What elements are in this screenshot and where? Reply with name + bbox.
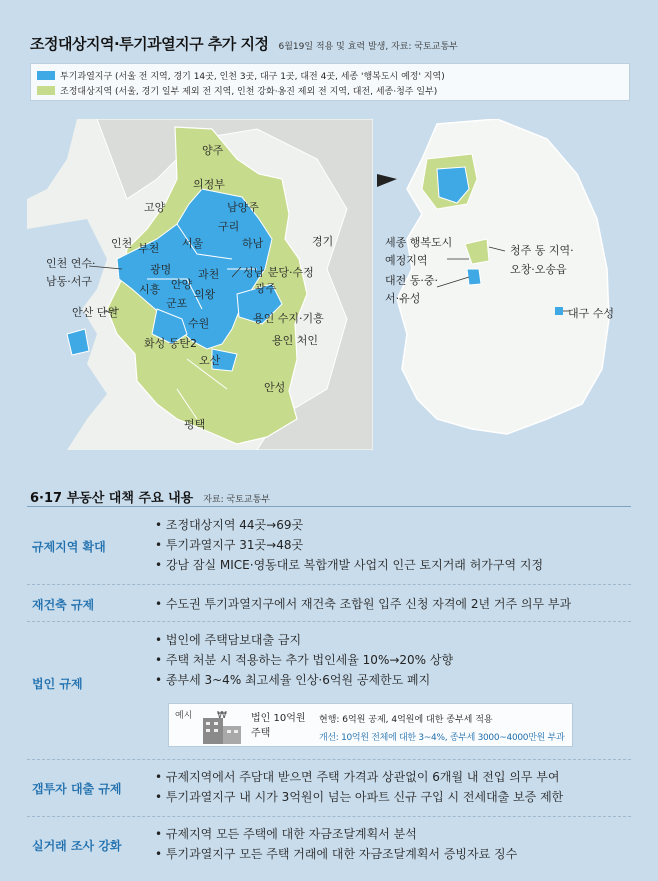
map-label-incheon-yeonsu: 인천 연수· [46,257,96,270]
svg-text:₩: ₩ [217,710,227,721]
legend-item [37,83,623,98]
bullet-item: • 투기과열지구 31곳→48곳 [155,535,543,555]
map-label-sejong-1: 세종 행복도시 [385,236,453,249]
map-label-yongin-cheoin: 용인 처인 [272,334,319,347]
bullet-item: • 투기과열지구 내 시가 3억원이 넘는 아파트 신규 구입 시 전세대출 보증 제한 [155,787,563,807]
policy-row-reconstruction [27,594,631,616]
map-label-bucheon: 부천 [138,242,160,255]
map-label-namdong-seo: 남동·서구 [46,275,93,288]
map-label-incheon: 인천 [111,237,133,250]
map-label-gwangju: 광주 [255,282,277,295]
south-korea-map [377,119,630,450]
bullet-item: • 주택 처분 시 적용하는 추가 법인세율 10%→20% 상향 [155,650,453,670]
pointer-arrow [377,174,397,187]
map-label-daejeon-1: 대전 동·중· [385,274,438,287]
policy-row-transaction-audit [27,824,631,866]
bullet-item: • 법인에 주택담보대출 금지 [155,630,453,650]
legend-swatch-speculation [37,71,55,80]
bullet-list [155,594,571,614]
map-label-anseong: 안성 [264,381,286,394]
map-label-yongin-suji: 용인 수지·기흥 [253,312,324,325]
map-label-goyang: 고양 [144,201,166,214]
example-box [168,703,573,747]
capital-region-map [27,119,373,450]
map-label-gwacheon: 과천 [198,268,220,281]
map-label-gunpo: 군포 [166,297,188,310]
map-legend [30,63,630,101]
bullet-list [155,515,543,575]
header-source-note: 6월19일 적용 및 효력 발생, 자료: 국토교통부 [278,42,458,52]
row-label: 갭투자 대출 규제 [32,782,122,796]
legend-label: 투기과열지구 (서울 전 지역, 경기 14곳, 인천 3곳, 대구 1곳, 대전 4곳, 세종 '행복도시 예정' 지역) [60,72,445,82]
map-label-uijeongbu: 의정부 [193,178,225,191]
legend-item [37,68,623,83]
map-label-namyangju: 남양주 [227,201,259,214]
map-label-seoul: 서울 [182,237,204,250]
example-kind: 법인 10억원 주택 [251,713,306,739]
policy-section-header [30,487,270,506]
bullet-item: • 수도권 투기과열지구에서 재건축 조합원 입주 신청 자격에 2년 거주 의무 부과 [155,594,571,614]
example-tag: 예시 [175,711,193,721]
example-current: 현행: 6억원 공제, 4억원에 대한 종부세 적용 [319,715,493,725]
row-divider [27,584,631,585]
row-label: 법인 규제 [32,677,83,691]
map-label-suwon: 수원 [188,317,210,330]
bullet-list [155,767,563,807]
map-label-siheung: 시흥 [139,283,161,296]
section-divider [27,506,631,507]
map-label-pyeongtaek: 평택 [184,418,206,431]
building-icon [199,710,245,744]
bullet-item: • 규제지역에서 주담대 받으면 주택 가격과 상관없이 6개월 내 전입 의무 부여 [155,767,563,787]
legend-swatch-adjustment [37,86,55,95]
map-label-uiwang: 의왕 [194,288,216,301]
bullet-item: • 규제지역 모든 주택에 대한 자금조달계획서 분석 [155,824,517,844]
map-label-seongnam: 성남 분당·수정 [243,266,314,279]
row-label: 재건축 규제 [32,598,95,612]
map-label-hanam: 하남 [242,237,264,250]
map-label-cheongju-2: 오창·오송읍 [510,263,567,276]
bullet-list [155,824,517,864]
map-label-cheongju-1: 청주 동 지역· [510,244,574,257]
bullet-item: • 투기과열지구 모든 주택 거래에 대한 자금조달계획서 증빙자료 징수 [155,844,517,864]
map-label-daejeon-2: 서·유성 [385,292,421,305]
example-revised: 개선: 10억원 전체에 대한 3~4%, 종부세 3000~4000만원 부과 [319,733,565,743]
row-label: 규제지역 확대 [32,540,106,554]
map-label-anyang: 안양 [171,278,193,291]
policy-row-gap-investment [27,767,631,809]
map-label-osan: 오산 [199,354,221,367]
bullet-item: • 강남 잠실 MICE·영동대로 복합개발 사업지 인근 토지거래 허가구역 지정 [155,555,543,575]
map-label-daegu: 대구 수성 [568,307,615,320]
bullet-item: • 조정대상지역 44곳→69곳 [155,515,543,535]
row-label: 실거래 조사 강화 [32,839,122,853]
map-label-ansan-danwon: 안산 단원 [72,306,119,319]
row-divider [27,759,631,760]
map-label-gwangmyeong: 광명 [150,263,172,276]
row-divider [27,816,631,817]
bullet-list [155,630,453,690]
bullet-item: • 종부세 3~4% 최고세율 인상·6억원 공제한도 폐지 [155,670,453,690]
policy-row-regulated-areas [27,515,631,577]
map-label-sejong-2: 예정지역 [385,254,428,267]
map-label-gyeonggi: 경기 [312,235,334,248]
map-label-hwaseong: 화성 동탄2 [144,337,197,350]
legend-label: 조정대상지역 (서울, 경기 일부 제외 전 지역, 인천 강화·옹진 제외 전 지역, 대전, 세종·청주 일부) [60,87,438,97]
section-source-note: 자료: 국토교통부 [203,495,270,505]
map-label-yangju: 양주 [202,144,224,157]
map-label-guri: 구리 [218,220,240,233]
page-title: 조정대상지역·투기과열지구 추가 지정 [30,35,269,53]
section-title: 6·17 부동산 대책 주요 내용 [30,491,194,506]
header [30,33,458,54]
row-divider [27,621,631,622]
